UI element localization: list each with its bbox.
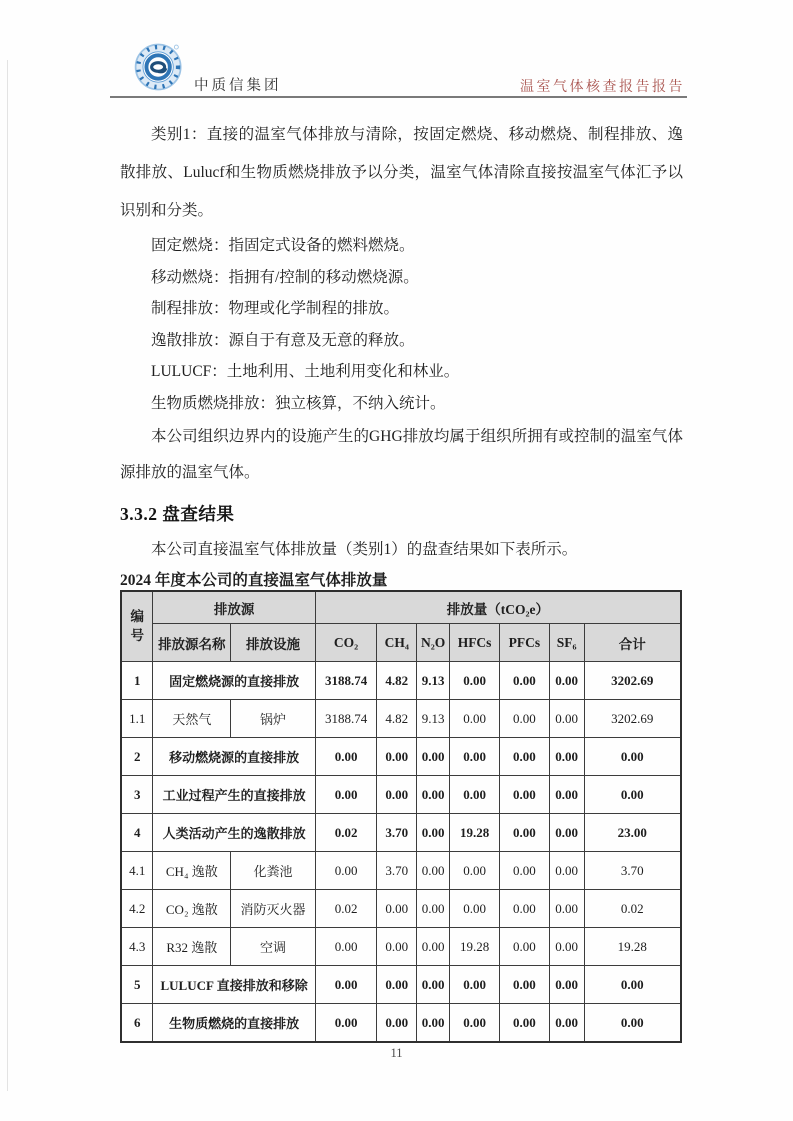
report-title: 温室气体核查报告报告: [520, 80, 685, 95]
gas-value: 0.00: [417, 1004, 450, 1043]
table-row: [121, 776, 681, 814]
total-value: 19.28: [584, 928, 681, 966]
row-number: 5: [121, 966, 153, 1004]
gas-value: 0.00: [315, 1004, 377, 1043]
source-name: CO₂ 逸散: [153, 890, 231, 928]
table-row: [121, 814, 681, 852]
source-category: 人类活动产生的逸散排放: [153, 814, 315, 852]
table-row: [121, 852, 681, 890]
total-value: 0.00: [584, 776, 681, 814]
paragraph-category1: 类别1：直接的温室气体排放与清除，按固定燃烧、移动燃烧、制程排放、逸散排放、Lulucf和生物质燃烧排放予以分类，温室气体清除直接按温室气体汇予以识别和分类。: [120, 126, 683, 219]
gas-value: 0.00: [499, 776, 549, 814]
header-gas-sf6: SF₆: [549, 624, 584, 662]
page-content: [120, 116, 683, 1043]
gas-value: 3188.74: [315, 662, 377, 700]
header-amount-group: 排放量（tCO₂e）: [315, 591, 681, 624]
gas-value: 0.00: [315, 852, 377, 890]
facility-name: 锅炉: [231, 700, 316, 738]
section-heading: 3.3.2 盘查结果: [120, 504, 235, 524]
gas-value: 0.00: [450, 662, 500, 700]
table-row: [121, 1004, 681, 1043]
company-logo-icon: [133, 40, 185, 99]
table-row: [121, 700, 681, 738]
paragraph-stationary: 固定燃烧：指固定式设备的燃料燃烧。: [151, 237, 415, 254]
table-row: [121, 928, 681, 966]
header-gas-n2o: N₂O: [417, 624, 450, 662]
gas-value: 0.00: [549, 966, 584, 1004]
gas-value: 0.00: [450, 890, 500, 928]
gas-value: 4.82: [377, 700, 417, 738]
paragraph-boundary: 本公司组织边界内的设施产生的GHG排放均属于组织所拥有或控制的温室气体源排放的温室气体。: [120, 428, 683, 481]
gas-value: 0.00: [417, 776, 450, 814]
gas-value: 0.00: [377, 966, 417, 1004]
gas-value: 0.00: [450, 1004, 500, 1043]
facility-name: 消防灭火器: [231, 890, 316, 928]
gas-value: 3188.74: [315, 700, 377, 738]
gas-value: 0.00: [417, 738, 450, 776]
total-value: 0.00: [584, 1004, 681, 1043]
gas-value: 4.82: [377, 662, 417, 700]
emission-table: [120, 590, 682, 1043]
row-number: 4.1: [121, 852, 153, 890]
gas-value: 0.00: [549, 814, 584, 852]
total-value: 0.00: [584, 966, 681, 1004]
row-number: 3: [121, 776, 153, 814]
gas-value: 0.00: [315, 776, 377, 814]
total-value: 23.00: [584, 814, 681, 852]
gas-value: 0.00: [499, 738, 549, 776]
source-name: R32 逸散: [153, 928, 231, 966]
gas-value: 0.02: [315, 890, 377, 928]
gas-value: 0.00: [549, 700, 584, 738]
total-value: 3.70: [584, 852, 681, 890]
row-number: 1: [121, 662, 153, 700]
gas-value: 0.00: [417, 852, 450, 890]
total-value: 3202.69: [584, 700, 681, 738]
table-row: [121, 738, 681, 776]
gas-value: 0.00: [549, 928, 584, 966]
header-gas-pfcs: PFCs: [499, 624, 549, 662]
gas-value: 9.13: [417, 700, 450, 738]
page-header: [112, 40, 685, 96]
source-category: 移动燃烧源的直接排放: [153, 738, 315, 776]
gas-value: 0.00: [450, 966, 500, 1004]
paragraph-process: 制程排放：物理或化学制程的排放。: [151, 300, 400, 317]
gas-value: 0.00: [499, 928, 549, 966]
gas-value: 0.00: [549, 1004, 584, 1043]
gas-value: 0.02: [315, 814, 377, 852]
table-row: [121, 662, 681, 700]
total-value: 3202.69: [584, 662, 681, 700]
header-total: 合计: [584, 624, 681, 662]
facility-name: 空调: [231, 928, 316, 966]
row-number: 4: [121, 814, 153, 852]
row-number: 4.3: [121, 928, 153, 966]
section-intro: 本公司直接温室气体排放量（类别1）的盘查结果如下表所示。: [151, 541, 578, 558]
gas-value: 19.28: [450, 928, 500, 966]
header-gas-ch4: CH₄: [377, 624, 417, 662]
gas-value: 0.00: [549, 662, 584, 700]
gas-value: 0.00: [549, 776, 584, 814]
total-value: 0.02: [584, 890, 681, 928]
gas-value: 0.00: [499, 662, 549, 700]
gas-value: 9.13: [417, 662, 450, 700]
row-number: 4.2: [121, 890, 153, 928]
paragraph-biomass: 生物质燃烧排放：独立核算，不纳入统计。: [151, 394, 446, 412]
gas-value: 0.00: [450, 700, 500, 738]
paragraph-lulucf: LULUCF：土地利用、土地利用变化和林业。: [151, 363, 460, 380]
gas-value: 0.00: [315, 928, 377, 966]
gas-value: 3.70: [377, 852, 417, 890]
gas-value: 0.00: [450, 776, 500, 814]
source-category: 固定燃烧源的直接排放: [153, 662, 315, 700]
page-number: 11: [390, 1046, 403, 1060]
gas-value: 0.00: [417, 966, 450, 1004]
source-name: 天然气: [153, 700, 231, 738]
row-number: 1.1: [121, 700, 153, 738]
facility-name: 化粪池: [231, 852, 316, 890]
header-gas-hfcs: HFCs: [450, 624, 500, 662]
gas-value: 0.00: [499, 966, 549, 1004]
company-name: 中质信集团: [194, 78, 282, 94]
header-source-name: 排放源名称: [153, 624, 231, 662]
header-source-group: 排放源: [153, 591, 315, 624]
gas-value: 0.00: [315, 966, 377, 1004]
gas-value: 0.00: [499, 814, 549, 852]
source-name: CH₄ 逸散: [153, 852, 231, 890]
gas-value: 0.00: [499, 1004, 549, 1043]
gas-value: 0.00: [549, 738, 584, 776]
gas-value: 0.00: [377, 1004, 417, 1043]
paragraph-fugitive: 逸散排放：源自于有意及无意的释放。: [151, 331, 415, 349]
header-gas-co2: CO₂: [315, 624, 377, 662]
gas-value: 19.28: [450, 814, 500, 852]
gas-value: 3.70: [377, 814, 417, 852]
gas-value: 0.00: [377, 890, 417, 928]
source-category: LULUCF 直接排放和移除: [153, 966, 315, 1004]
header-number: 编号: [121, 591, 153, 662]
table-title: 2024 年度本公司的直接温室气体排放量: [120, 572, 388, 589]
table-row: [121, 966, 681, 1004]
gas-value: 0.00: [417, 890, 450, 928]
gas-value: 0.00: [450, 738, 500, 776]
gas-value: 0.00: [377, 928, 417, 966]
gas-value: 0.00: [315, 738, 377, 776]
paragraph-mobile: 移动燃烧：指拥有/控制的移动燃烧源。: [151, 268, 419, 286]
gas-value: 0.00: [499, 852, 549, 890]
row-number: 6: [121, 1004, 153, 1043]
gas-value: 0.00: [417, 928, 450, 966]
gas-value: 0.00: [417, 814, 450, 852]
total-value: 0.00: [584, 738, 681, 776]
table-row: [121, 890, 681, 928]
gas-value: 0.00: [377, 738, 417, 776]
emission-table-body: [121, 662, 681, 1043]
gas-value: 0.00: [450, 852, 500, 890]
scan-edge-artifact: [7, 60, 8, 1091]
gas-value: 0.00: [499, 890, 549, 928]
source-category: 工业过程产生的直接排放: [153, 776, 315, 814]
gas-value: 0.00: [377, 776, 417, 814]
gas-value: 0.00: [549, 852, 584, 890]
header-divider: [110, 96, 687, 98]
row-number: 2: [121, 738, 153, 776]
header-facility: 排放设施: [231, 624, 316, 662]
gas-value: 0.00: [499, 700, 549, 738]
gas-value: 0.00: [549, 890, 584, 928]
source-category: 生物质燃烧的直接排放: [153, 1004, 315, 1043]
